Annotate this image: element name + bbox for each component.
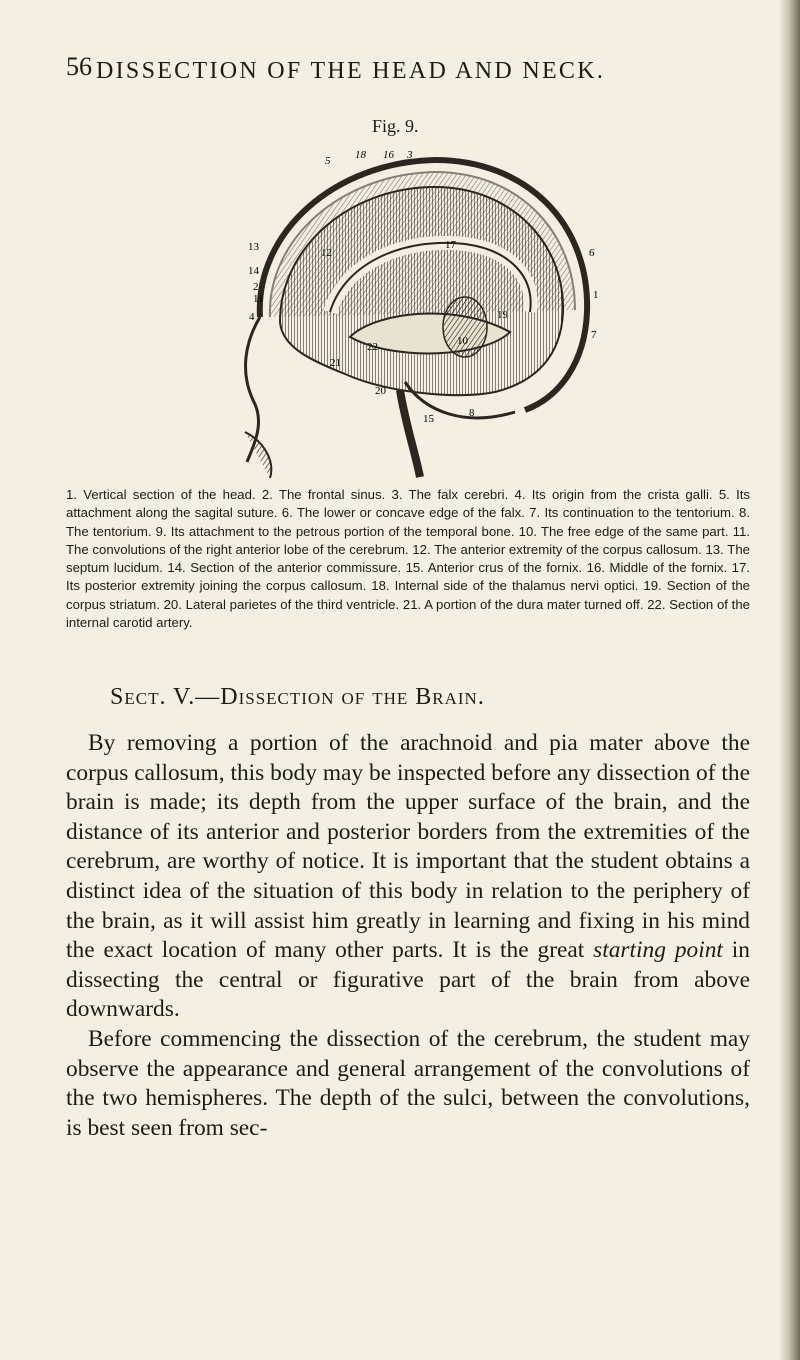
paragraph-1-part-a: By removing a portion of the arachnoid and pia mater above the corpus callosum, this body may be inspected before any dissection of the brain is made; its depth from the upper surface of the brain, and the distance of its anterior and posterior borders from the extremities of the cerebrum, are worthy of notice. It is important that the student obtains a distinct idea of the situation of this body in relation to the periphery of the brain, as it will assist him greatly in learning and fixing in his mind the exact location of many other parts. It is the great — [66, 730, 750, 964]
callout-13: 13 — [248, 241, 259, 253]
callout-3: 3 — [407, 149, 413, 161]
callout-21: 21 — [330, 357, 341, 369]
callout-14: 14 — [248, 265, 259, 277]
figure-label: Fig. 9. — [372, 116, 419, 136]
callout-4: 4 — [249, 311, 255, 323]
callout-18: 18 — [355, 149, 366, 161]
callout-5: 5 — [325, 155, 331, 167]
page-edge-shadow — [780, 0, 800, 1360]
callout-1: 1 — [593, 289, 599, 301]
callout-17: 17 — [445, 239, 456, 251]
callout-2: 2 — [253, 281, 259, 293]
brain-section-illustration — [225, 142, 605, 482]
section-heading: Sect. V.—Dissection of the Brain. — [110, 684, 485, 710]
paragraph-2: Before commencing the dissection of the cerebrum, the student may observe the appearance and general arrangement of the convolutions of the two hemispheres. The depth of the sulci, between the convolutions, is best seen from sec- — [66, 1025, 750, 1141]
paragraph-1-emphasis: starting point — [593, 937, 723, 964]
callout-12: 12 — [321, 247, 332, 259]
callout-7: 7 — [591, 329, 597, 341]
callout-16: 16 — [383, 149, 394, 161]
page-number: 56 — [66, 52, 92, 81]
callout-22: 22 — [367, 341, 378, 353]
running-head: DISSECTION OF THE HEAD AND NECK. — [96, 58, 606, 84]
figure-caption: 1. Vertical section of the head. 2. The frontal sinus. 3. The falx cerebri. 4. Its origin from the crista galli. 5. Its attachment along the sagital suture. 6. The lower or concave edge of the falx. 7. Its continuation to the tentorium. 8. The tentorium. 9. Its attachment to the petrous portion of the temporal bone. 10. The free edge of the same part. 11. The convolutions of the right anterior lobe of the cerebrum. 12. The anterior extremity of the corpus callosum. 13. The septum lucidum. 14. Section of the anterior commissure. 15. Anterior crus of the fornix. 16. Middle of the fornix. 17. Its posterior extremity joining the corpus callosum. 18. Internal side of the thalamus nervi optici. 19. Section of the corpus striatum. 20. Lateral parietes of the third ventricle. 21. A portion of the dura mater turned off. 22. Section of the internal carotid artery. — [66, 487, 750, 631]
callout-19: 19 — [497, 309, 508, 321]
body-text — [66, 729, 750, 1143]
callout-8: 8 — [469, 407, 475, 419]
paragraph-1-part-b: in dissecting the central or figurative part of the brain from above downwards. — [66, 937, 750, 1023]
paragraph-1 — [66, 729, 750, 1025]
callout-10: 10 — [457, 335, 468, 347]
callout-15: 15 — [423, 413, 434, 425]
callout-20: 20 — [375, 385, 386, 397]
callout-11: 11 — [253, 293, 264, 305]
callout-6: 6 — [589, 247, 595, 259]
